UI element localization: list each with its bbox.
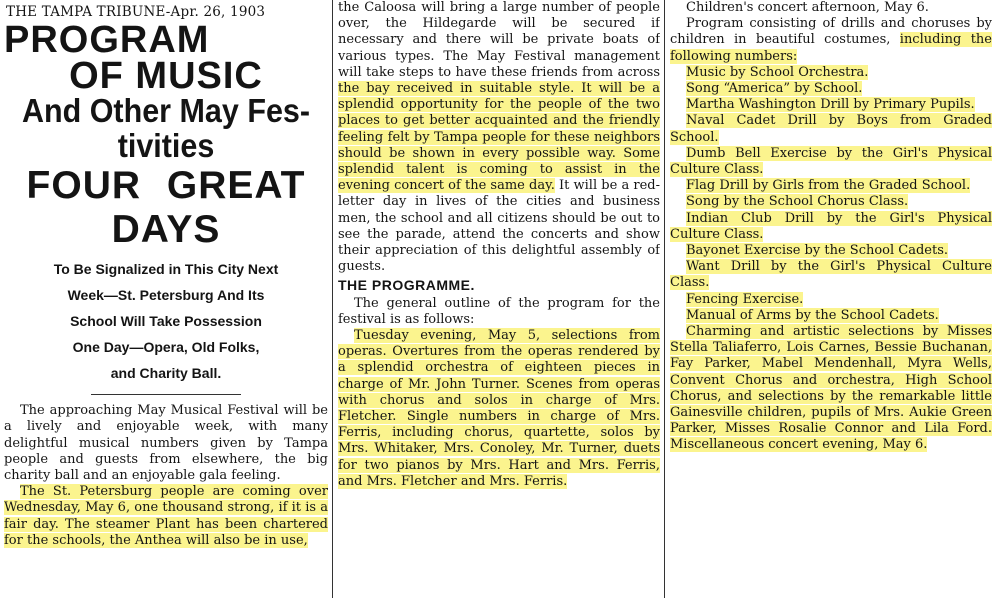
- highlighted-text: Indian Club Drill by the Girl's Physical Culture Class.: [670, 210, 992, 242]
- headline-four-great-days: FOUR GREAT DAYS: [26, 164, 306, 252]
- deck-headline: [4, 256, 328, 386]
- paragraph-highlighted: [338, 328, 660, 490]
- highlighted-text: Song by the School Chorus Class.: [686, 194, 909, 210]
- paragraph-text: It will be a red-letter day in lives of the cities and business men, the school and all citizens should be out to see the parade, attend the concerts and show their appreciation of this delightful assembly of guests.: [338, 178, 660, 275]
- highlighted-text: the bay received in suitable style. It will be a splendid opportunity for the people of the two places to get better acquainted and the friendly feeling felt by Tampa people for these neighbors should be shown in every possible way. Some splendid talent is coming to assist in the evening concert of the same day.: [338, 81, 660, 194]
- highlighted-text: Manual of Arms by the School Cadets.: [686, 307, 939, 323]
- list-item: [670, 81, 992, 97]
- highlighted-text: Flag Drill by Girls from the Graded School.: [686, 178, 971, 194]
- highlighted-text: Want Drill by the Girl's Physical Culture Class.: [670, 259, 992, 291]
- highlighted-text: The St. Petersburg people are coming over Wednesday, May 6, one thousand strong, if it is a fair day. The steamer Plant has been chartered for the schools, the Anthea will also be in use,: [4, 484, 328, 548]
- column-rule: [332, 0, 333, 598]
- column-1: [4, 0, 328, 598]
- paragraph: The general outline of the program for the festival is as follows:: [338, 295, 660, 327]
- list-item: [670, 178, 992, 194]
- list-item: [670, 97, 992, 113]
- column-rule: [664, 0, 665, 598]
- list-item: [670, 211, 992, 243]
- highlighted-text: Charming and artistic selections by Misses Stella Taliaferro, Lois Carnes, Bessie Buchanan, Fay Parker, Mabel Mendenhall, Myra Wells, Convent Chorus and orchestra, High School Chorus, and selections by the remarkable little Gainesville children, pupils of Mrs. Aukie Green Parker, Misses Rosalie Connor and Lila Ford. Miscellaneous concert evening, May 6.: [670, 324, 992, 453]
- list-item: [670, 259, 992, 291]
- headline-festivities-2: tivities: [117, 127, 215, 165]
- paragraph-text: the Caloosa will bring a large number of people over, the Hildegarde will be secured if necessary and there will be private boats of various types. The May Festival management will take steps to have these friends from across: [338, 0, 660, 80]
- highlighted-text: Bayonet Exercise by the School Cadets.: [686, 243, 949, 259]
- paragraph: [338, 0, 660, 275]
- divider: [91, 394, 241, 395]
- deck-line: and Charity Ball.: [110, 365, 222, 382]
- list-item: [670, 243, 992, 259]
- highlighted-text: Song “America” by School.: [686, 81, 863, 97]
- headline-of-music: OF MUSIC: [69, 55, 263, 98]
- deck-line: To Be Signalized in This City Next: [53, 261, 279, 278]
- deck-line: School Will Take Possession: [70, 313, 262, 330]
- paragraph: Children's concert afternoon, May 6.: [686, 0, 929, 15]
- column-3: [670, 0, 992, 598]
- list-item: [670, 292, 992, 308]
- highlighted-text: Fencing Exercise.: [686, 291, 804, 307]
- highlighted-text: Tuesday evening, May 5, selections from operas. Overtures from the operas rendered by a splendid orchestra of eighteen pieces in charge of Mr. John Turner. Scenes from operas with chorus and solos in charge of Mrs. Fletcher. Single numbers in charge of Mrs. Ferris, including chorus, quartette, solos by Mrs. Whitaker, Mrs. Conoley, Mr. Turner, duets for two pianos by Mrs. Hart and Mrs. Ferris, and Mrs. Fletcher and Mrs. Ferris.: [338, 328, 660, 489]
- paragraph: The approaching May Musical Festival will be a lively and enjoyable week, with many delightful musical numbers given by Tampa people and guests from elsewhere, the big charity ball and an enjoyable gala feeling.: [4, 403, 328, 484]
- list-item: [670, 65, 992, 81]
- highlighted-text: Martha Washington Drill by Primary Pupils.: [686, 97, 975, 113]
- highlighted-text: including the following numbers:: [670, 32, 992, 64]
- column-2: [338, 0, 660, 598]
- highlighted-text: Music by School Orchestra.: [686, 64, 869, 80]
- paragraph: [670, 16, 992, 65]
- masthead: THE TAMPA TRIBUNE-Apr. 26, 1903: [6, 4, 266, 20]
- list-item: [670, 308, 992, 324]
- deck-line: One Day—Opera, Old Folks,: [72, 339, 260, 356]
- section-heading: THE PROGRAMME.: [338, 277, 475, 294]
- paragraph-text: Program consisting of drills and choruses by children in beautiful costumes,: [670, 16, 992, 48]
- list-item: [670, 146, 992, 178]
- list-item: [670, 194, 992, 210]
- paragraph-highlighted: [670, 324, 992, 454]
- highlighted-text: Naval Cadet Drill by Boys from Graded School.: [670, 113, 992, 145]
- program-list: [670, 65, 992, 324]
- headline-festivities-1: And Other May Fes-: [21, 92, 311, 130]
- paragraph-highlighted: [4, 484, 328, 549]
- highlighted-text: Dumb Bell Exercise by the Girl's Physical Culture Class.: [670, 145, 992, 178]
- deck-line: Week—St. Petersburg And Its: [67, 287, 265, 304]
- headline-program: PROGRAM: [4, 19, 210, 62]
- list-item: [670, 113, 992, 145]
